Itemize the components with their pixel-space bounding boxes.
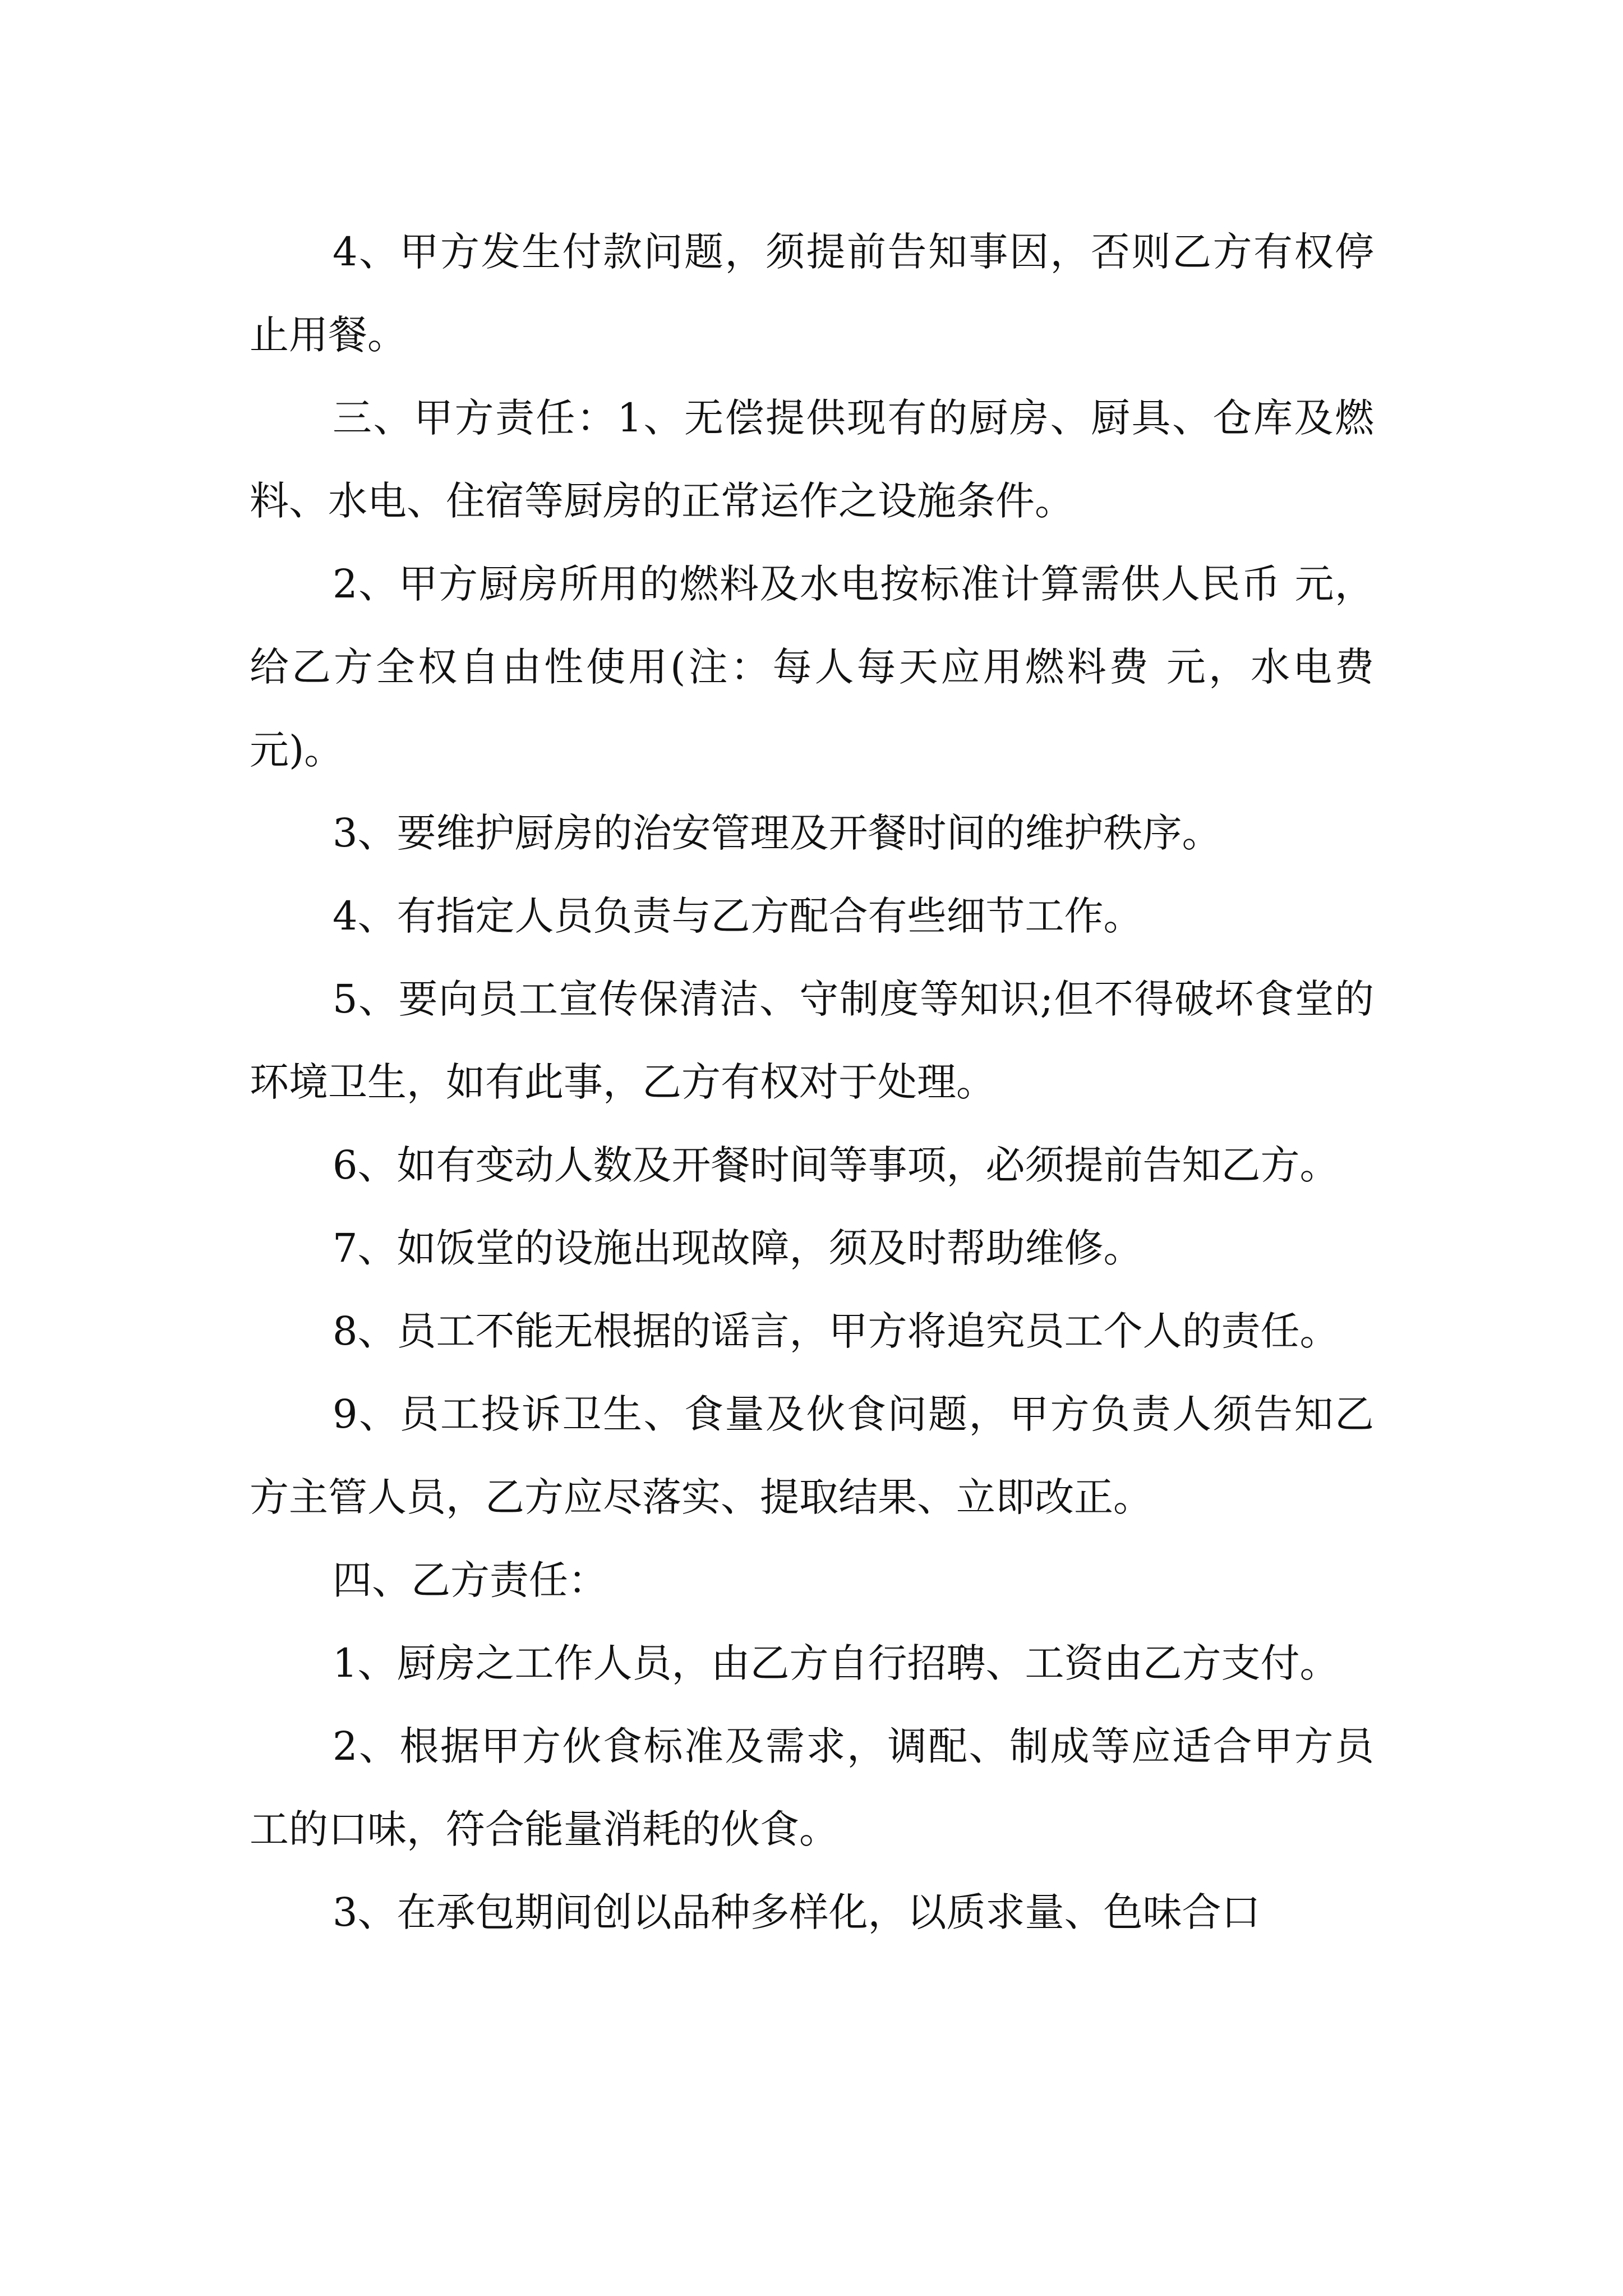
paragraph-variety: 3、在承包期间创以品种多样化，以质求量、色味合口	[333, 1889, 1261, 1935]
paragraph-fuel-utilities: 2、甲方厨房所用的燃料及水电按标准计算需供人民币 元，给乙方全权自由性使用(注：每人每天应用燃料费 元，水电费 元)。	[250, 561, 1374, 773]
document-page	[250, 210, 1374, 1954]
paragraph-schedule-changes: 6、如有变动人数及开餐时间等事项，必须提前告知乙方。	[333, 1142, 1339, 1188]
paragraph-party-b-heading: 四、乙方责任：	[333, 1557, 607, 1603]
paragraph-complaints: 9、员工投诉卫生、食量及伙食问题，甲方负责人须告知乙方主管人员，乙方应尽落实、提取结果、立即改正。	[250, 1391, 1374, 1520]
paragraph-rumors: 8、员工不能无根据的谣言，甲方将追究员工个人的责任。	[333, 1308, 1339, 1354]
paragraph-party-a-responsibility: 三、甲方责任：1、无偿提供现有的厨房、厨具、仓库及燃料、水电、住宿等厨房的正常运作之设施条件。	[250, 395, 1374, 524]
paragraph-meal-standards: 2、根据甲方伙食标准及需求，调配、制成等应适合甲方员工的口味，符合能量消耗的伙食。	[250, 1723, 1374, 1852]
paragraph-kitchen-staff: 1、厨房之工作人员，由乙方自行招聘、工资由乙方支付。	[333, 1640, 1339, 1686]
paragraph-hygiene-education: 5、要向员工宣传保清洁、守制度等知识;但不得破坏食堂的环境卫生，如有此事，乙方有权对于处理。	[250, 976, 1374, 1105]
paragraph-designated-staff: 4、有指定人员负责与乙方配合有些细节工作。	[333, 893, 1143, 939]
paragraph-payment-issue: 4、甲方发生付款问题，须提前告知事因，否则乙方有权停止用餐。	[250, 229, 1374, 358]
paragraph-security: 3、要维护厨房的治安管理及开餐时间的维护秩序。	[333, 810, 1221, 856]
paragraph-repairs: 7、如饭堂的设施出现故障，须及时帮助维修。	[333, 1225, 1143, 1271]
